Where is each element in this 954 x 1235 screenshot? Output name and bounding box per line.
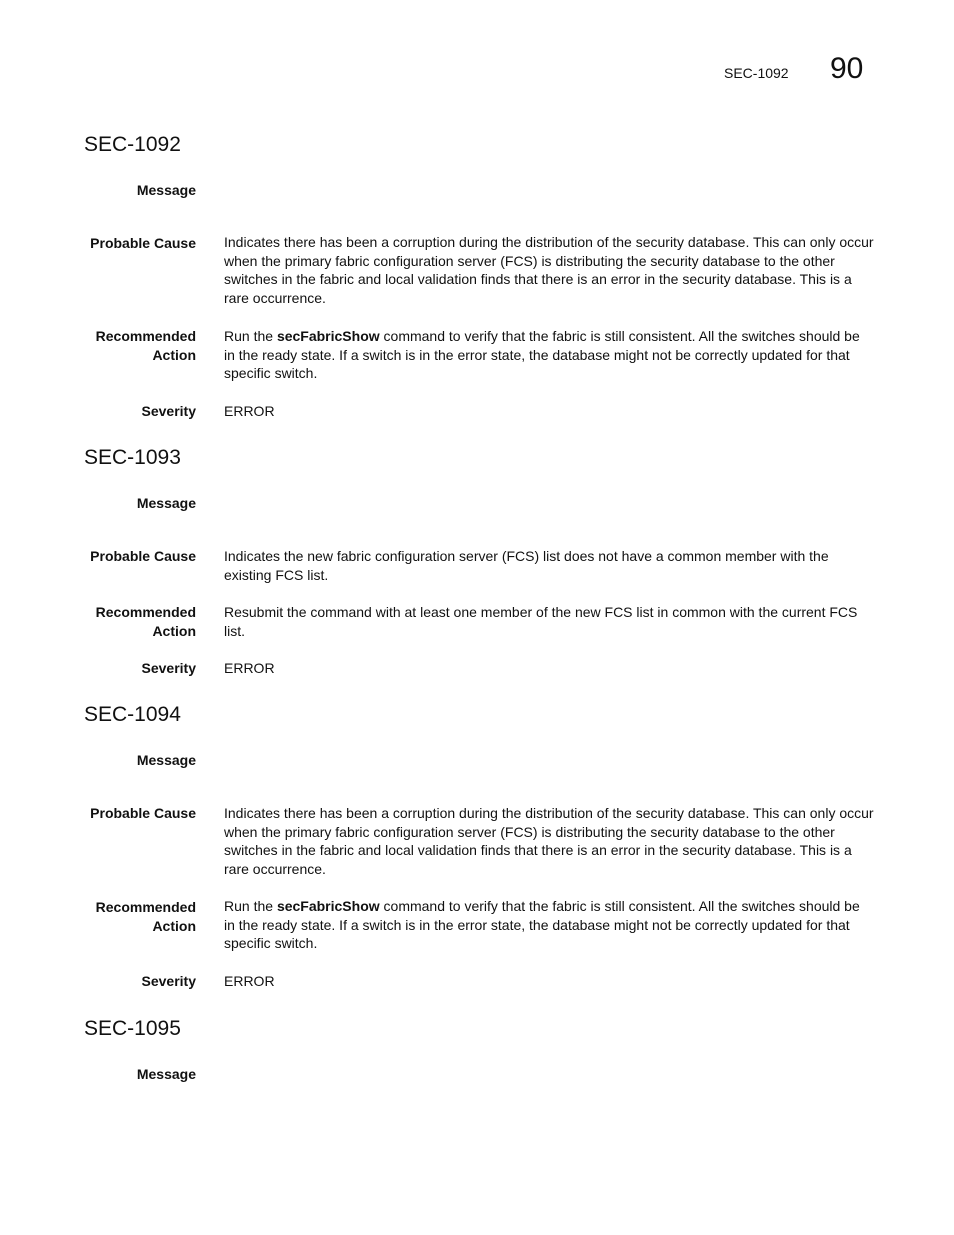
section-title: SEC-1093 — [84, 446, 181, 469]
recommended-action-label — [60, 898, 196, 936]
section-title: SEC-1094 — [84, 703, 181, 726]
severity-value: ERROR — [224, 660, 275, 676]
action-text-before: Run the — [224, 898, 277, 914]
message-label: Message — [136, 182, 196, 198]
probable-cause-text: Indicates there has been a corruption during the distribution of the security database. This can only occur when the primary fabric configuration server (FCS) is distributing the security database to the other switches in the fabric and local validation finds that there is an error in the security database. This is a rare occurrence. — [224, 805, 874, 878]
action-label: Action — [152, 918, 196, 934]
header-section-code: SEC-1092 — [724, 65, 789, 81]
message-label: Message — [136, 752, 196, 768]
severity-label: Severity — [141, 403, 196, 419]
severity-value: ERROR — [224, 403, 275, 419]
section-title: SEC-1095 — [84, 1017, 181, 1040]
recommended-action-text — [224, 327, 874, 383]
recommended-action-text — [224, 897, 874, 953]
recommended-action-text: Resubmit the command with at least one member of the new FCS list in common with the current FCS list. — [224, 604, 858, 639]
action-text-before: Run the — [224, 328, 277, 344]
action-text-after: command to verify that the fabric is still consistent. All the switches should be in the ready state. If a switch is in the error state, the database might not be correctly updated for that specific switch. — [224, 328, 860, 382]
command-name: secFabricShow — [276, 328, 380, 344]
section-title: SEC-1092 — [84, 133, 181, 156]
recommended-action-label — [60, 327, 196, 365]
probable-cause-label: Probable Cause — [90, 235, 196, 251]
recommended-action-label — [60, 603, 196, 641]
probable-cause-label: Probable Cause — [90, 548, 196, 564]
recommended-label: Recommended — [95, 899, 196, 915]
severity-value: ERROR — [224, 973, 275, 989]
message-label: Message — [136, 495, 196, 511]
probable-cause-text: Indicates there has been a corruption during the distribution of the security database. This can only occur when the primary fabric configuration server (FCS) is distributing the security database to the other switches in the fabric and local validation finds that there is an error in the security database. This is a rare occurrence. — [224, 234, 874, 307]
page-number: 90 — [830, 52, 864, 85]
probable-cause-text: Indicates the new fabric configuration server (FCS) list does not have a common member with the existing FCS list. — [224, 548, 829, 583]
action-label: Action — [152, 623, 196, 639]
message-label: Message — [136, 1066, 196, 1082]
action-text-after: command to verify that the fabric is still consistent. All the switches should be in the ready state. If a switch is in the error state, the database might not be correctly updated for that specific switch. — [224, 898, 860, 952]
recommended-label: Recommended — [95, 604, 196, 620]
probable-cause-label: Probable Cause — [90, 805, 196, 821]
action-label: Action — [152, 347, 196, 363]
command-name: secFabricShow — [276, 898, 380, 914]
recommended-label: Recommended — [95, 328, 196, 344]
severity-label: Severity — [141, 660, 196, 676]
severity-label: Severity — [141, 973, 196, 989]
